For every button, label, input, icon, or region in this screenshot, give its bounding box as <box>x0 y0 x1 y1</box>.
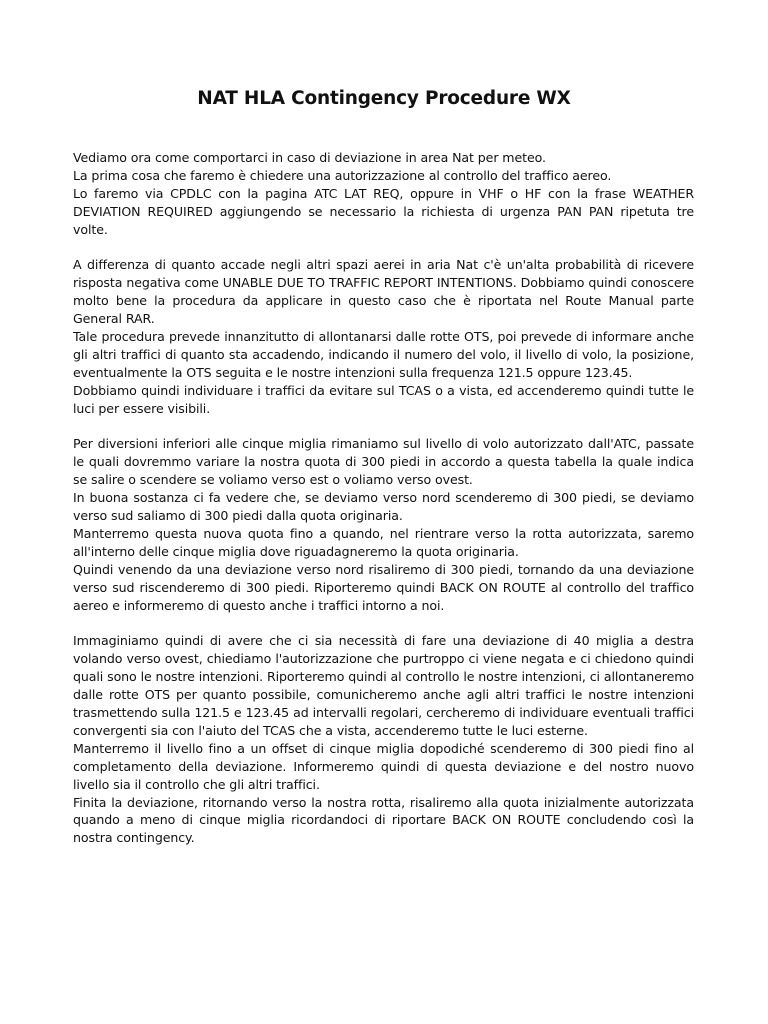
paragraph-text: La prima cosa che faremo è chiedere una autorizzazione al controllo del traffico aereo. <box>73 167 612 183</box>
paragraph-text: Dobbiamo quindi individuare i traffici da evitare sul TCAS o a vista, ed accenderemo quindi tutte le luci per essere visibili. <box>73 382 694 416</box>
paragraph-block <box>73 435 694 614</box>
paragraph-text: Vediamo ora come comportarci in caso di deviazione in area Nat per meteo. <box>73 150 546 165</box>
paragraph-text: Lo faremo via CPDLC con la pagina ATC LAT REQ, oppure in VHF o HF con la frase WEATHER DEVIATION REQUIRED aggiungendo se necessario la richiesta di urgenza PAN PAN ripetuta tre volte. <box>73 185 694 237</box>
paragraph-text: Finita la deviazione, ritornando verso la nostra rotta, risaliremo alla quota inizialmente autorizzata quando a meno di cinque miglia ricordandoci di riportare BACK ON ROUTE concludendo così la nostra contingency. <box>73 794 694 846</box>
paragraph-text: A differenza di quanto accade negli altri spazi aerei in aria Nat c'è un'alta probabilità di ricevere risposta negativa come UNABLE DUE TO TRAFFIC REPORT INTENTIONS. Dobbiamo quindi conoscere molto bene la procedura da applicare in questo caso che è riportata nel Route Manual parte General RAR. <box>73 257 694 327</box>
document-title: NAT HLA Contingency Procedure WX <box>197 88 571 109</box>
paragraph-block <box>73 149 694 239</box>
paragraph-text: Tale procedura prevede innanzitutto di allontanarsi dalle rotte OTS, poi prevede di informare anche gli altri traffici di quanto sta accadendo, indicando il numero del volo, il livello di volo, la posizione, eventualmente la OTS seguita e le nostre intenzioni sulla frequenza 121.5 oppure 123.45. <box>73 329 694 380</box>
paragraph-text: Per diversioni inferiori alle cinque miglia rimaniamo sul livello di volo autorizzato dall'ATC, passate le quali dovremmo variare la nostra quota di 300 piedi in accordo a questa tabella la quale indica se salire o scendere se voliamo verso est o voliamo verso ovest. <box>73 436 694 488</box>
paragraph-text: In buona sostanza ci fa vedere che, se deviamo verso nord scenderemo di 300 piedi, se deviamo verso sud saliamo di 300 piedi dalla quota originaria. <box>73 490 694 524</box>
paragraph-text: Manterremo il livello fino a un offset di cinque miglia dopodiché scenderemo di 300 piedi fino al completamento della deviazione. Informeremo quindi di questa deviazione e del nostro nuovo livello sia il controllo che gli altri traffici. <box>73 740 694 792</box>
paragraph-text: Immaginiamo quindi di avere che ci sia necessità di fare una deviazione di 40 miglia a destra volando verso ovest, chiediamo l'autorizzazione che purtroppo ci viene negata e ci chiedono quindi quali sono le nostre intenzioni. Riporteremo quindi al controllo le nostre intenzioni, ci allontaneremo dalle rotte OTS per quanto possibile, comunicheremo anche agli altri traffici le nostre intenzioni trasmettendo sulla 121.5 e 123.45 ad intervalli regolari, cercheremo di individuare eventuali traffici convergenti sia con l'aiuto del TCAS che a vista, accenderemo tutte le luci esterne. <box>73 633 694 738</box>
document-body <box>73 149 694 865</box>
paragraph-block <box>73 256 694 417</box>
paragraph-block <box>73 632 694 847</box>
paragraph-text: Quindi venendo da una deviazione verso nord risaliremo di 300 piedi, tornando da una deviazione verso sud riscenderemo di 300 piedi. Riporteremo quindi BACK ON ROUTE al controllo del traffico aereo e informeremo di questo anche i traffici intorno a noi. <box>73 561 694 613</box>
paragraph-text: Manterremo questa nuova quota fino a quando, nel rientrare verso la rotta autorizzata, saremo all'interno delle cinque miglia dove riguadagneremo la quota originaria. <box>73 526 694 559</box>
